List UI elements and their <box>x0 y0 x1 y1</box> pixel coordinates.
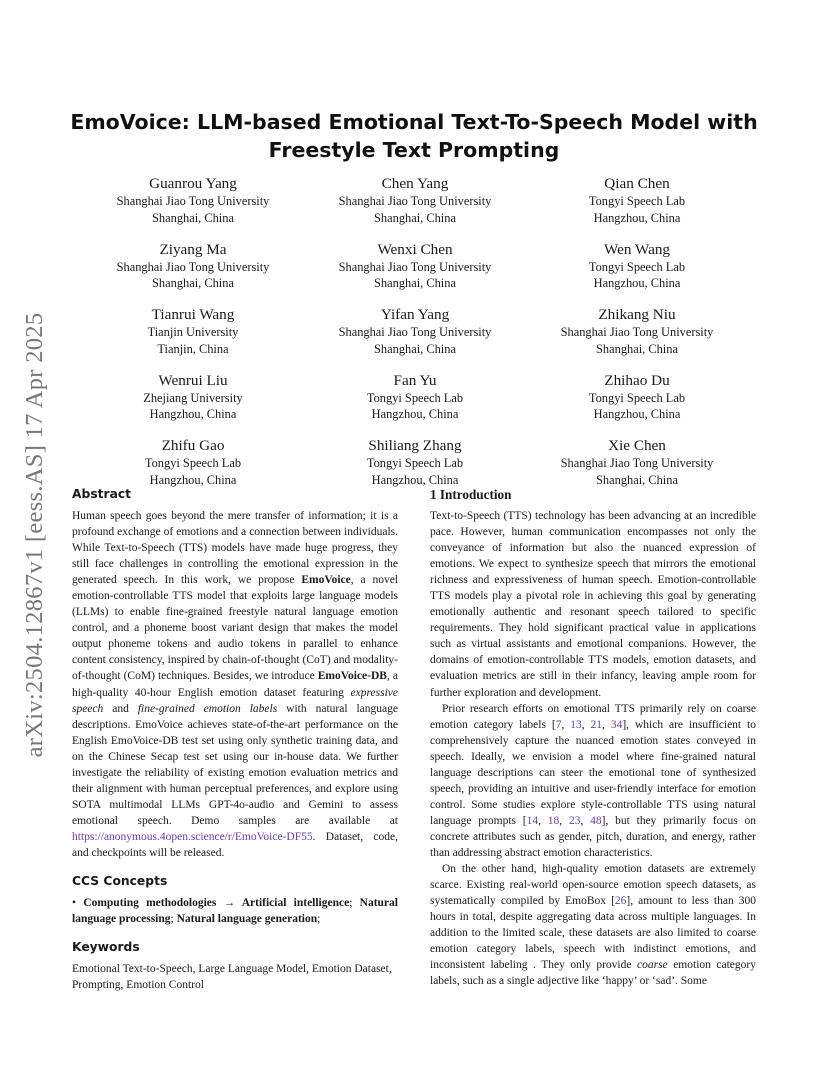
author-location: Hangzhou, China <box>371 472 459 487</box>
intro-paragraph-2: Prior research efforts on emotional TTS primarily rely on coarse emotion category labels [7, 13, 21, 34], which are insufficient to comprehensively capture the nuanced emotion states conveyed in speech. Ideally, we envision a model where fine-grained natural language descriptions can steer the emotional tone of synthesized speech, providing an intuitive and user-friendly interface for emotion control. Some studies explore style-controllable TTS using natural language prompts [14, 18, 23, 48], but they primarily focus on concrete attributes such as gender, pitch, duration, and energy, rather than addressing abstract emotion characteristics. <box>430 702 757 859</box>
author-location: Shanghai, China <box>596 341 678 356</box>
author-location: Hangzhou, China <box>593 407 681 421</box>
citation-link[interactable]: 7 <box>555 718 562 731</box>
author-affiliation: Shanghai Jiao Tong University <box>338 259 492 274</box>
citation-link[interactable]: 13 <box>570 718 582 731</box>
arxiv-identifier: arXiv:2504.12867v1 [eess.AS] 17 Apr 2025 <box>21 312 48 758</box>
author-name: Wenxi Chen <box>377 240 453 258</box>
citation-link[interactable]: 21 <box>590 718 603 731</box>
author-block <box>304 240 526 292</box>
author-affiliation: Shanghai Jiao Tong University <box>560 456 714 470</box>
ccs-heading: CCS Concepts <box>72 874 168 889</box>
author-block <box>304 174 526 226</box>
author-location: Shanghai, China <box>152 210 234 225</box>
author-name: Zhihao Du <box>604 371 670 389</box>
author-affiliation: Shanghai Jiao Tong University <box>560 325 714 339</box>
author-affiliation: Tongyi Speech Lab <box>366 390 464 405</box>
citation-link[interactable]: 26 <box>614 895 627 908</box>
author-block <box>82 174 304 226</box>
paper-title: EmoVoice: LLM-based Emotional Text-To-Speech Model with Freestyle Text Prompting <box>70 110 758 162</box>
author-name: Zhikang Niu <box>598 306 676 323</box>
introduction-heading: 1 Introduction <box>430 487 512 502</box>
author-location: Shanghai, China <box>374 276 456 290</box>
author-affiliation: Tongyi Speech Lab <box>588 390 686 405</box>
author-grid <box>82 174 746 488</box>
intro-paragraph-1: Text-to-Speech (TTS) technology has been advancing at an incredible pace. However, human communication encompasses not only the conveyance of information but also the nuanced expression of emotions. We expect to synthesize speech that mirrors the emotional richness and expressiveness of human speech. Emotion-controllable TTS models play a pivotal role in achieving this goal by generating emotionally authentic and resonant speech tailored to specific requirements. They hold significant practical value in applications such as virtual assistants and emotional companions. However, the domains of emotion-controllable TTS models, emotion datasets, and evaluation metrics are still in their infancy, leaving ample room for further exploration and development. <box>430 510 756 699</box>
author-name: Zhifu Gao <box>161 437 225 454</box>
author-block <box>82 240 304 292</box>
citation-link[interactable]: 18 <box>547 814 560 827</box>
author-name: Fan Yu <box>393 371 437 389</box>
author-affiliation: Tianjin University <box>147 325 239 339</box>
author-affiliation: Tongyi Speech Lab <box>144 456 242 470</box>
author-location: Hangzhou, China <box>371 407 459 421</box>
author-location: Shanghai, China <box>374 210 456 225</box>
author-location: Hangzhou, China <box>593 210 681 225</box>
author-location: Shanghai, China <box>596 472 678 487</box>
author-name: Guanrou Yang <box>149 175 237 192</box>
author-affiliation: Zhejiang University <box>143 390 243 405</box>
author-name: Ziyang Ma <box>159 240 227 258</box>
author-name: Qian Chen <box>604 175 670 192</box>
author-name: Wenrui Liu <box>158 371 228 389</box>
author-affiliation: Tongyi Speech Lab <box>588 259 686 274</box>
ccs-text: • Computing methodologies → Artificial intelligence; Natural language processing; Natural language generation; <box>72 897 398 926</box>
author-block <box>304 305 526 357</box>
author-name: Xie Chen <box>608 437 666 454</box>
author-affiliation: Shanghai Jiao Tong University <box>338 194 492 208</box>
keywords-text: Emotional Text-to-Speech, Large Language Model, Emotion Dataset, Prompting, Emotion Control <box>72 963 392 992</box>
author-name: Tianrui Wang <box>151 306 235 323</box>
citation-link[interactable]: 23 <box>568 814 581 827</box>
author-block <box>526 240 748 292</box>
author-location: Shanghai, China <box>374 341 456 356</box>
author-block <box>526 174 748 226</box>
author-location: Hangzhou, China <box>149 472 237 487</box>
arxiv-side-stamp <box>20 290 50 780</box>
author-block <box>526 305 748 357</box>
author-affiliation: Tongyi Speech Lab <box>588 194 686 208</box>
abstract-text: Human speech goes beyond the mere transfer of information; it is a profound exchange of emotions and a connection between individuals. While Text-to-Speech (TTS) models have made huge progress, they still face challenges in controlling the emotional expression in the generated speech. In this work, we propose EmoVoice, a novel emotion-controllable TTS model that exploits large language models (LLMs) to enable fine-grained freestyle natural language emotion control, and a phoneme boost variant design that makes the model output phoneme tokens and audio tokens in parallel to enhance content consistency, inspired by chain-of-thought (CoT) and modality-of-thought (CoM) techniques. Besides, we introduce EmoVoice-DB, a high-quality 40-hour English emotion dataset featuring expressive speech and fine-grained emotion labels with natural language descriptions. EmoVoice achieves state-of-the-art performance on the English EmoVoice-DB test set using only synthetic training data, and on the Chinese Secap test set using our in-house data. We further investigate the reliability of existing emotion evaluation metrics and their alignment with human perceptual preferences, and explore using SOTA multimodal LLMs GPT-4o-audio and Gemini to assess emotional speech. Demo samples are available at https://anonymous.4open.science/r/EmoVoice-DF55. Dataset, code, and checkpoints will be released. <box>72 510 398 859</box>
author-block <box>526 436 748 488</box>
citation-link[interactable]: 14 <box>526 814 539 827</box>
author-location: Hangzhou, China <box>593 276 681 290</box>
keywords-heading: Keywords <box>72 940 140 955</box>
author-affiliation: Tongyi Speech Lab <box>366 456 464 470</box>
author-block <box>82 436 304 488</box>
author-name: Shiliang Zhang <box>368 437 462 454</box>
left-column <box>72 486 398 993</box>
author-affiliation: Shanghai Jiao Tong University <box>116 194 270 208</box>
author-location: Hangzhou, China <box>149 407 237 421</box>
citation-link[interactable]: 48 <box>590 814 602 827</box>
author-name: Chen Yang <box>381 175 449 192</box>
demo-link[interactable]: https://anonymous.4open.science/r/EmoVoice-DF55 <box>72 830 313 843</box>
author-name: Yifan Yang <box>380 306 450 323</box>
author-block <box>82 371 304 423</box>
author-block <box>82 305 304 357</box>
author-block <box>526 371 748 423</box>
author-block <box>304 436 526 488</box>
abstract-heading: Abstract <box>72 487 132 501</box>
author-location: Shanghai, China <box>152 276 234 290</box>
author-affiliation: Shanghai Jiao Tong University <box>116 259 270 274</box>
citation-link[interactable]: 34 <box>610 718 623 731</box>
author-location: Tianjin, China <box>157 341 229 356</box>
right-column <box>430 486 756 989</box>
author-block <box>304 371 526 423</box>
author-name: Wen Wang <box>603 240 671 258</box>
intro-paragraph-3: On the other hand, high-quality emotion datasets are extremely scarce. Existing real-world open-source emotion speech datasets, as systematically compiled by EmoBox [26], amount to less than 300 hours in total, despite aggregating data across multiple languages. In addition to the limited scale, these datasets are also limited to coarse emotion category labels, speech with indistinct emotions, and inconsistent labeling . They only provide coarse emotion category labels, such as a single adjective like ‘happy’ or ‘sad’. Some <box>430 863 756 988</box>
author-affiliation: Shanghai Jiao Tong University <box>338 325 492 339</box>
